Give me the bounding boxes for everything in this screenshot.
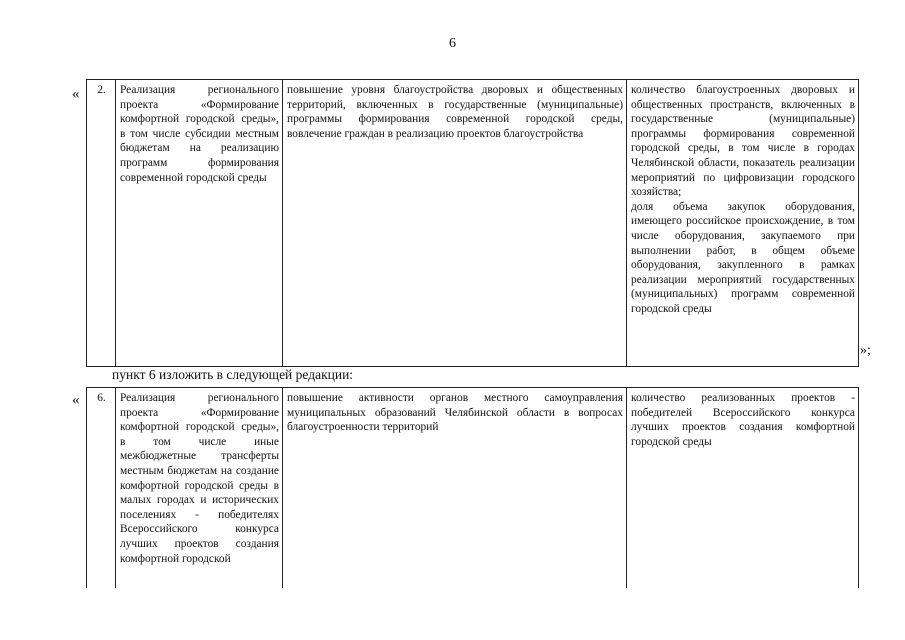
goal-cell: повышение активности органов местного самоуправления муниципальных образований Челябинской области в вопросах благоустроенности территорий bbox=[283, 388, 627, 590]
indicator-text: количество благоустроенных дворовых и общественных пространств, включенных в государственные (муниципальные) программы формирования современной городской среды, в том числе в городах Челябинской области, показатель реализации мероприятий по цифровизации городского хозяйства; bbox=[631, 84, 855, 199]
measure-name-cell: Реализация регионального проекта «Формирование комфортной городской среды», в том числе иные межбюджетные трансферты местным бюджетам на создание комфортной городской среды в малых городах и исторических поселениях - победителях Всероссийского конкурса лучших проектов создания комфортной городской bbox=[116, 388, 283, 590]
indicator-cell: количество реализованных проектов - победителей Всероссийского конкурса лучших проектов создания комфортной городской среды bbox=[627, 388, 859, 590]
page-number: 6 bbox=[449, 36, 456, 51]
table-row bbox=[87, 388, 859, 590]
amendment-instruction: пункт 6 изложить в следующей редакции: bbox=[112, 367, 354, 382]
row-number: 6. bbox=[87, 388, 116, 590]
goal-cell: повышение уровня благоустройства дворовых и общественных территорий, включенных в государственные (муниципальные) программы формирования современной городской среды, вовлечение граждан в реализацию проектов благоустройства bbox=[283, 80, 627, 367]
table-row bbox=[87, 80, 859, 367]
program-table-row-6 bbox=[86, 387, 859, 590]
opening-quote-mark-2: « bbox=[72, 392, 80, 408]
indicator-cell bbox=[627, 80, 859, 367]
program-table-row-2 bbox=[86, 79, 859, 367]
closing-quote-mark: »; bbox=[860, 343, 871, 358]
indicator-text-2: доля объема закупок оборудования, имеющего российское происхождение, в том числе оборудования, закупаемого при выполнении работ, в общем объеме оборудования, закупленного в рамках реализации мероприятий государственных (муниципальных) программ современной городской среды bbox=[631, 200, 855, 315]
opening-quote-mark: « bbox=[72, 86, 80, 102]
row-number: 2. bbox=[87, 80, 116, 367]
page-crop-edge bbox=[0, 588, 905, 640]
measure-name-cell: Реализация регионального проекта «Формирование комфортной городской среды», в том числе субсидии местным бюджетам на реализацию программ формирования современной городской среды bbox=[116, 80, 283, 367]
